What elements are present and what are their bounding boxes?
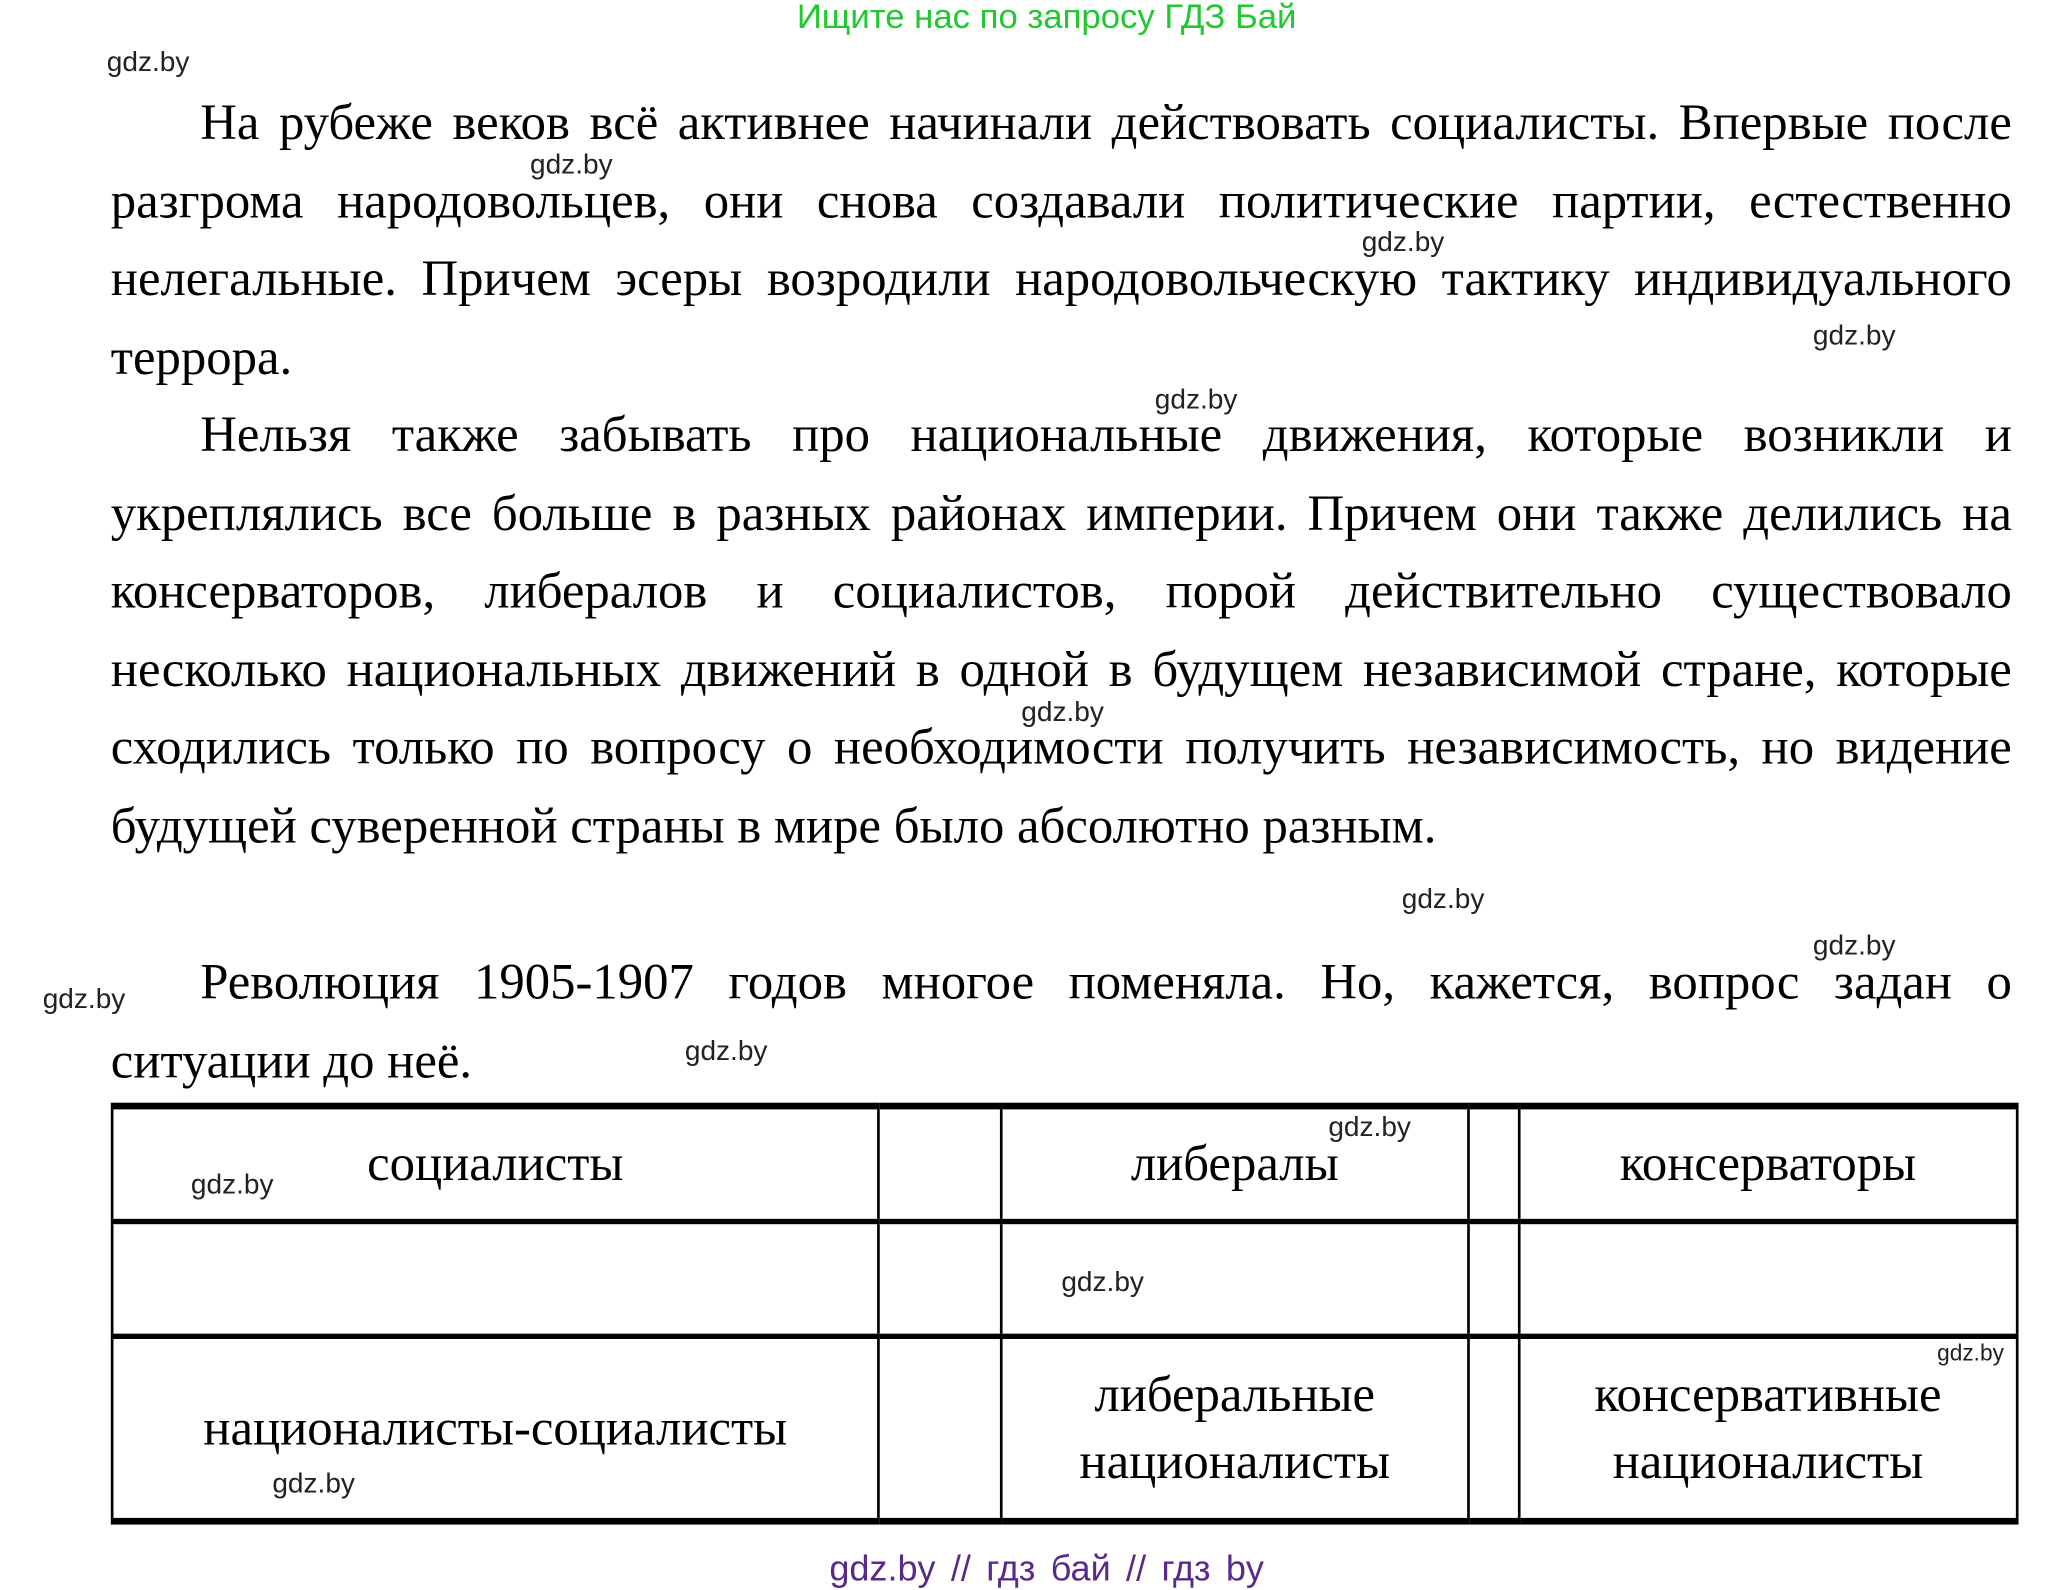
watermark: gdz.by <box>1154 384 1238 416</box>
cell-empty <box>1519 1222 2017 1337</box>
watermark: gdz.by <box>1061 1266 1144 1298</box>
watermark: gdz.by <box>1812 930 1896 962</box>
cell-empty <box>1468 1106 1519 1221</box>
cell-empty <box>112 1222 878 1337</box>
footer-link[interactable]: gdz.by // гдз бай // гдз by <box>829 1548 1264 1589</box>
watermark: gdz.by <box>106 46 190 78</box>
table-row <box>112 1106 2017 1221</box>
watermark: gdz.by <box>1812 320 1896 352</box>
cell-conservative-nationalists: консервативные националисты <box>1519 1336 2017 1521</box>
table-row <box>112 1336 2017 1521</box>
watermark: gdz.by <box>529 149 613 181</box>
paragraph-2: Нельзя также забывать про национальные движения, которые возникли и укреплялись все больше в разных районах империи. Причем они также делились на консерваторов, либералов и социалистов, порой действительно существовало несколько национальных движений в одной в будущем независимой стране, которые сходились только по вопросу о необходимости получить независимость, но видение будущей суверенной страны в мире было абсолютно разным. <box>110 407 2012 854</box>
paragraph-3: Революция 1905-1907 годов многое поменяла. Но, кажется, вопрос задан о ситуации до неё. <box>110 954 2012 1089</box>
cell-nationalist-socialists: националисты-социалисты <box>112 1336 878 1521</box>
paragraph-1: На рубеже веков всё активнее начинали действовать социалисты. Впервые после разгрома народовольцев, они снова создавали политические партии, естественно нелегальные. Причем эсеры возродили народовольческую тактику индивидуального террора. <box>110 94 2012 386</box>
watermark: gdz.by <box>272 1468 355 1500</box>
cell-liberals: либералы <box>1002 1106 1468 1221</box>
cell-empty <box>878 1336 1001 1521</box>
watermark: gdz.by <box>1401 883 1485 915</box>
watermark: gdz.by <box>190 1169 274 1201</box>
watermark: gdz.by <box>1937 1340 2004 1366</box>
watermark: gdz.by <box>684 1035 768 1067</box>
watermark: gdz.by <box>1328 1112 1411 1143</box>
cell-empty <box>878 1106 1001 1221</box>
cell-empty <box>1468 1222 1519 1337</box>
cell-conservatives: консерваторы <box>1519 1106 2017 1221</box>
cell-empty <box>878 1222 1001 1337</box>
cell-empty <box>1468 1336 1519 1521</box>
watermark: gdz.by <box>1361 226 1445 258</box>
watermark: gdz.by <box>42 983 126 1015</box>
cell-liberal-nationalists: либеральные националисты <box>1002 1336 1468 1521</box>
search-banner: Ищите нас по запросу ГДЗ Бай <box>796 0 1297 37</box>
watermark: gdz.by <box>1021 696 1104 728</box>
movements-table <box>111 1103 2019 1525</box>
cell-socialists: социалисты <box>112 1106 878 1221</box>
